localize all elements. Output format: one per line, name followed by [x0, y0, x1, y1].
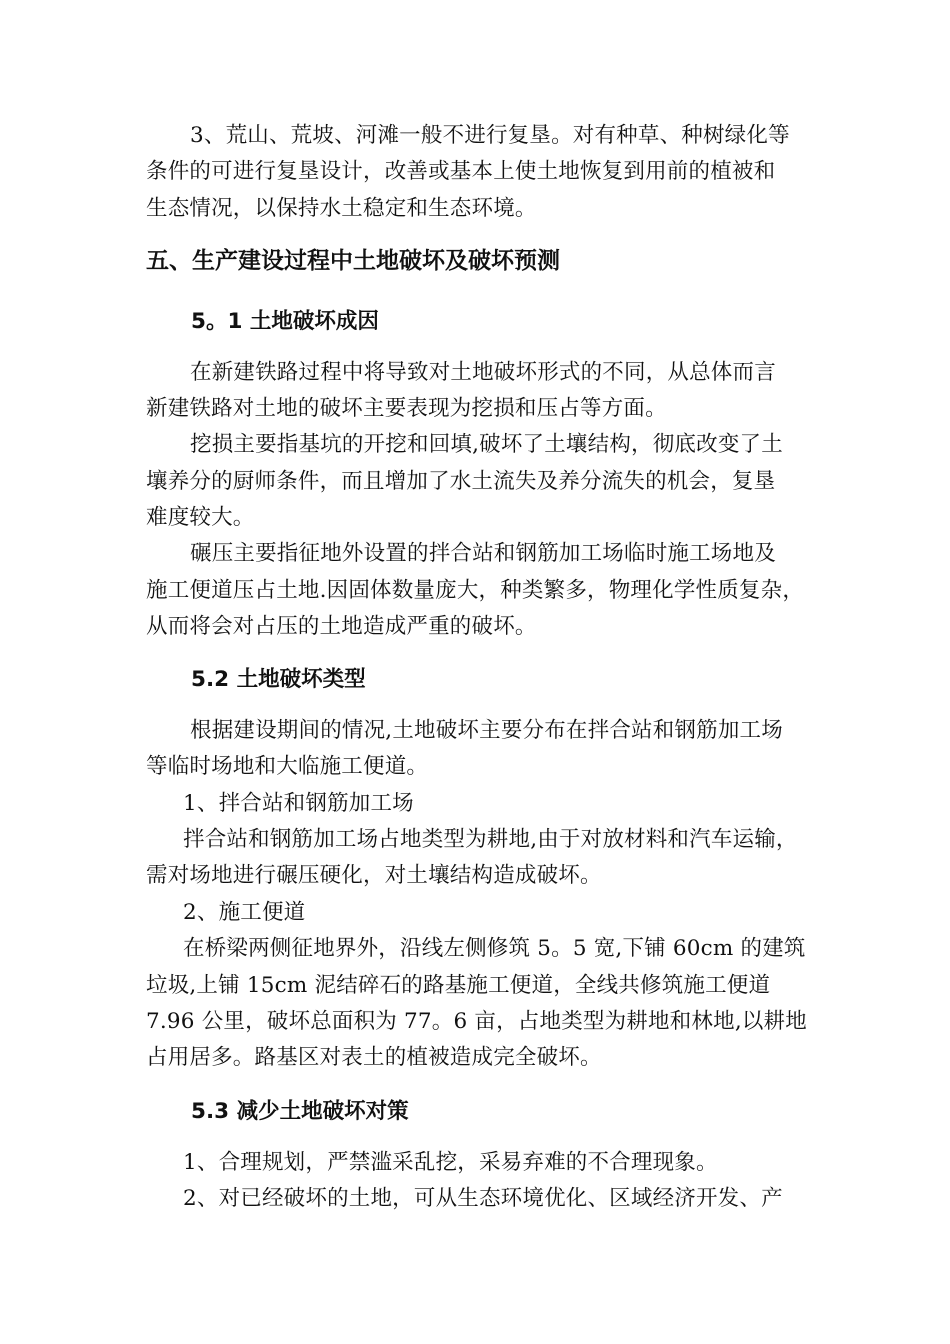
paragraph-line: 3、荒山、荒坡、河滩一般不进行复垦。对有种草、种树绿化等: [190, 123, 790, 148]
paragraph-line: 等临时场地和大临施工便道。: [146, 754, 429, 779]
paragraph-line: 碾压主要指征地外设置的拌合站和钢筋加工场临时施工场地及: [190, 541, 776, 566]
paragraph-line: 2、对已经破坏的土地，可从生态环境优化、区域经济开发、产: [183, 1186, 783, 1211]
paragraph-line: 从而将会对占压的土地造成严重的破坏。: [146, 614, 537, 639]
paragraph-line: 壤养分的厨师条件，而且增加了水土流失及养分流失的机会，复垦: [146, 469, 776, 494]
section-heading: 五、生产建设过程中土地破坏及破坏预测: [146, 248, 560, 274]
paragraph-line: 生态情况，以保持水土稳定和生态环境。: [146, 196, 537, 221]
paragraph-line: 1、合理规划，严禁滥采乱挖，采易弃难的不合理现象。: [183, 1150, 718, 1175]
subsection-heading: 5.2 土地破坏类型: [191, 667, 366, 692]
paragraph-line: 难度较大。: [146, 505, 255, 530]
paragraph-line: 在新建铁路过程中将导致对土地破坏形式的不同，从总体而言: [190, 360, 776, 385]
list-item-title: 1、拌合站和钢筋加工场: [183, 791, 414, 816]
paragraph-line: 占用居多。路基区对表土的植被造成完全破坏。: [146, 1045, 602, 1070]
paragraph-line: 条件的可进行复垦设计，改善或基本上使土地恢复到用前的植被和: [146, 159, 776, 184]
paragraph-line: 施工便道压占土地.因固体数量庞大，种类繁多，物理化学性质复杂，: [146, 578, 805, 603]
subsection-heading: 5。1 土地破坏成因: [191, 309, 379, 334]
paragraph-line: 根据建设期间的情况,土地破坏主要分布在拌合站和钢筋加工场: [190, 718, 783, 743]
paragraph-line: 新建铁路对土地的破坏主要表现为挖损和压占等方面。: [146, 396, 667, 421]
subsection-heading: 5.3 减少土地破坏对策: [191, 1099, 409, 1124]
list-item-title: 2、施工便道: [183, 900, 306, 925]
paragraph-line: 挖损主要指基坑的开挖和回填,破坏了土壤结构，彻底改变了土: [190, 432, 783, 457]
paragraph-line: 在桥梁两侧征地界外，沿线左侧修筑 5。5 宽,下铺 60cm 的建筑: [183, 936, 806, 961]
paragraph-line: 7.96 公里，破坏总面积为 77。6 亩，占地类型为耕地和林地,以耕地: [146, 1009, 807, 1034]
paragraph-line: 拌合站和钢筋加工场占地类型为耕地,由于对放材料和汽车运输，: [183, 827, 798, 852]
paragraph-line: 需对场地进行碾压硬化，对土壤结构造成破坏。: [146, 863, 602, 888]
paragraph-line: 垃圾,上铺 15cm 泥结碎石的路基施工便道，全线共修筑施工便道: [146, 973, 771, 998]
